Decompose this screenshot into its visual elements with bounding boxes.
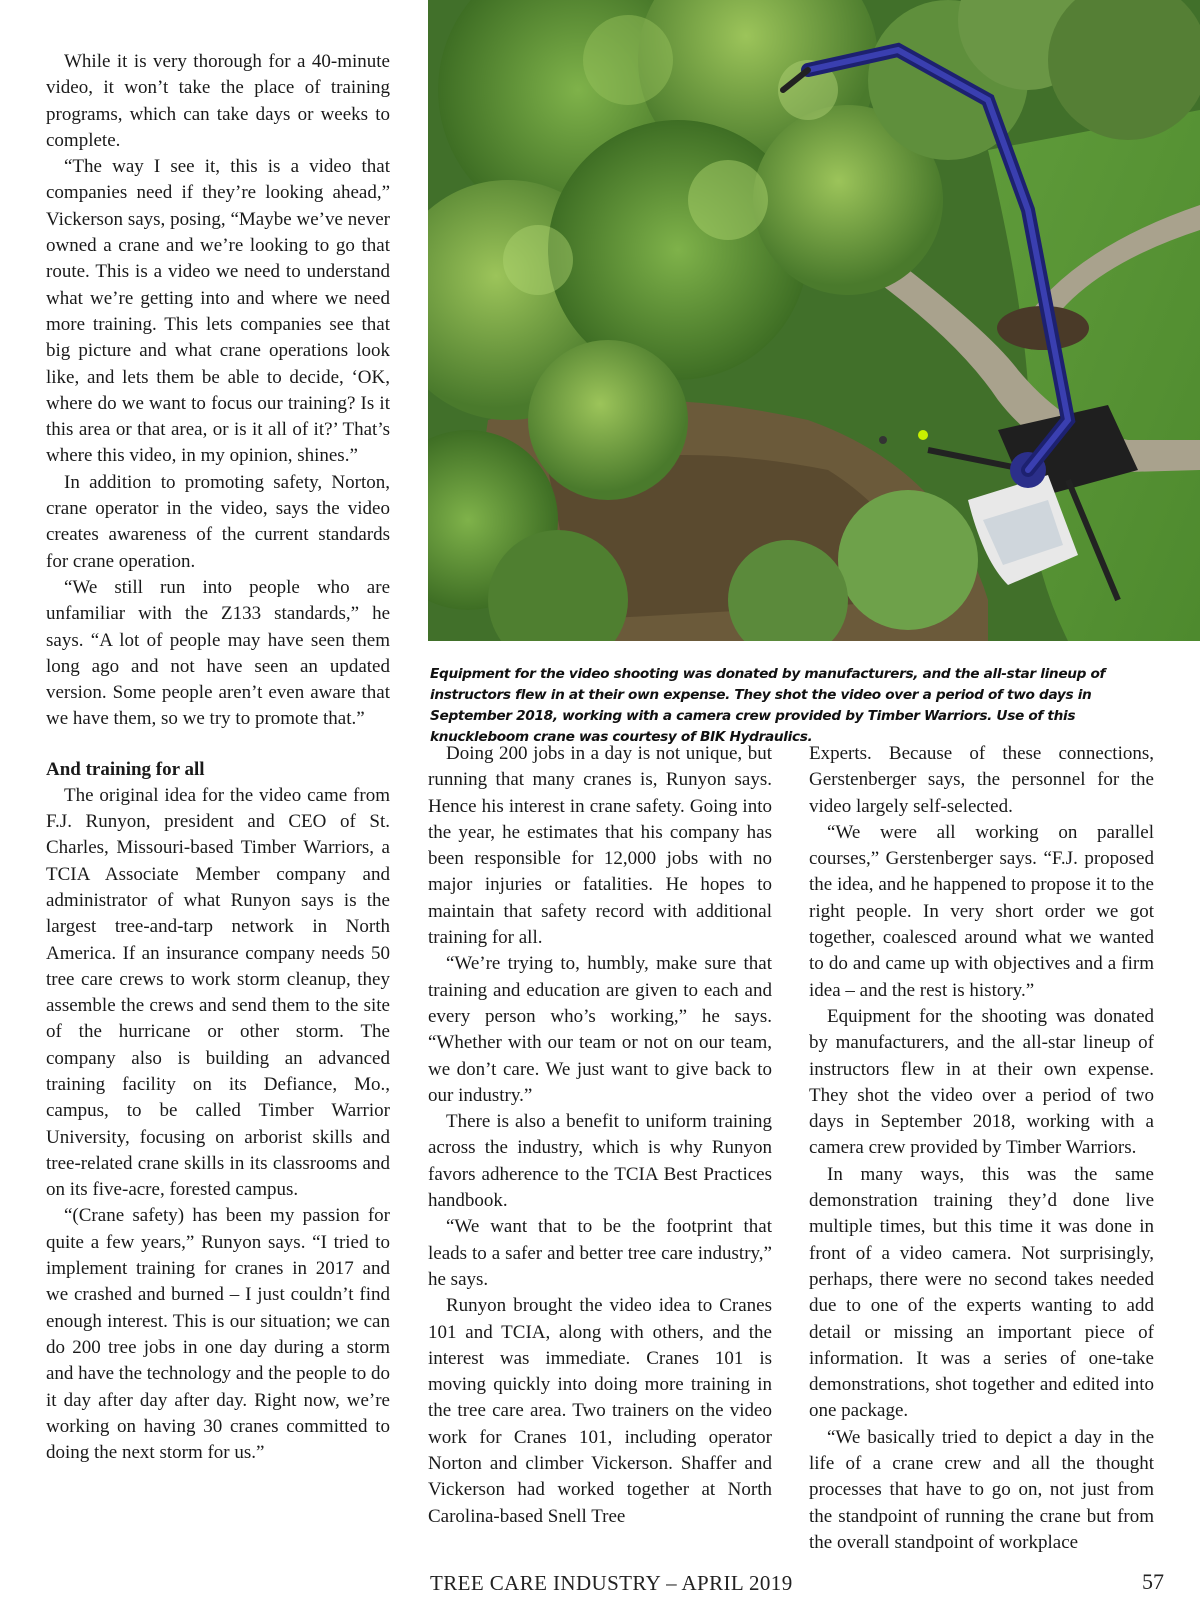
paragraph: “We’re trying to, humbly, make sure that training and education are given to each and every person who’s working,” he says. “Whether with our team or not on our team, we don’t care. We just want to give back to our industry.” [428, 953, 772, 1106]
article-column-right [809, 741, 1154, 1556]
aerial-crane-photo [428, 0, 1200, 641]
page-number: 57 [1142, 1569, 1164, 1594]
paragraph: “(Crane safety) has been my passion for quite a few years,” Runyon says. “I tried to implement training for cranes in 2017 and we crashed and burned – I just couldn’t find enough interest. This is our situation; we can do 200 tree jobs in one day during a storm and have the technology and the people to do it day after day after day. Right now, we’re working on having 30 cranes committed to doing the next storm for us.” [46, 1205, 391, 1464]
section-heading: And training for all [46, 758, 205, 780]
paragraph: “We basically tried to depict a day in the life of a crane crew and all the thought processes that have to go on, not just from the standpoint of running the crane but from the overall standpoint of workplace [809, 1426, 1154, 1553]
article-column-middle [428, 741, 772, 1530]
paragraph: In addition to promoting safety, Norton, crane operator in the video, says the video creates awareness of the current standards for crane operation. [46, 471, 390, 572]
paragraph: “We want that to be the footprint that leads to a safer and better tree care industry,” he says. [428, 1216, 772, 1290]
page-footer [0, 1571, 1200, 1601]
paragraph: “We were all working on parallel courses,” Gerstenberger says. “F.J. proposed the idea, and he happened to propose it to the right people. In very short order we got together, coalesced around what we wanted to do and came up with objectives and a firm idea – and the rest is history.” [809, 821, 1154, 1001]
paragraph: Equipment for the shooting was donated by manufacturers, and the all-star lineup of instructors flew in at their own expense. They shot the video over a period of two days in September 2018, working with a camera crew provided by Timber Warriors. [809, 1005, 1154, 1159]
crane-photo-illustration [428, 0, 1200, 641]
paragraph: The original idea for the video came from F.J. Runyon, president and CEO of St. Charles, Missouri-based Timber Warriors, a TCIA Associate Member company and administrator of what Runyon says is the largest tree-and-tarp network in North America. If an insurance company needs 50 tree care crews to work storm cleanup, they assemble the crews and send them to the site of the hurricane or other storm. The company also is building an advanced training facility on its Defiance, Mo., campus, to be called Timber Warrior University, focusing on arborist skills and tree-related crane skills in its classrooms and on its five-acre, forested campus. [46, 784, 390, 1201]
paragraph: There is also a benefit to uniform training across the industry, which is why Runyon favors adherence to the TCIA Best Practices handbook. [428, 1111, 772, 1212]
photo-caption: Equipment for the video shooting was donated by manufacturers, and the all-star lineup of instructors flew in at their own expense. They shot the video over a period of two days in September 2018, working with a camera crew provided by Timber Warriors. Use of this knuckleboom crane was courtesy of BIK Hydraulics. [430, 666, 1106, 745]
paragraph: While it is very thorough for a 40-minute video, it won’t take the place of training programs, which can take days or weeks to complete. [46, 51, 390, 151]
paragraph: In many ways, this was the same demonstration training they’d done live multiple times, but this time it was done in front of a video camera. Not surprisingly, perhaps, there were no second takes needed due to one of the experts wanting to add detail or missing an important piece of information. It was a series of one-take demonstrations, shot together and edited into one package. [809, 1163, 1154, 1422]
paragraph: Doing 200 jobs in a day is not unique, but running that many cranes is, Runyon says. Hence his interest in crane safety. Going into the year, he estimates that his company has been responsible for 12,000 jobs with no major injuries or fatalities. He hopes to maintain that safety record with additional training for all. [428, 743, 772, 949]
publication-title: TREE CARE INDUSTRY – APRIL 2019 [430, 1571, 793, 1595]
paragraph: “We still run into people who are unfamiliar with the Z133 standards,” he says. “A lot of people may have seen them long ago and not have seen an updated version. Some people aren’t even aware that we have them, so we try to promote that.” [46, 576, 390, 730]
paragraph: Experts. Because of these connections, Gerstenberger says, the personnel for the video largely self-selected. [809, 743, 1154, 817]
paragraph: Runyon brought the video idea to Cranes 101 and TCIA, along with others, and the interest was immediate. Cranes 101 is moving quickly into doing more training in the tree care area. Two trainers on the video work for Cranes 101, including operator Norton and climber Vickerson. Shaffer and Vickerson had worked together at North Carolina-based Snell Tree [428, 1295, 772, 1527]
paragraph: “The way I see it, this is a video that companies need if they’re looking ahead,” Vickerson says, posing, “Maybe we’ve never owned a crane and we’re looking to go that route. This is a video we need to understand what we’re getting into and where we need more training. This lets companies see that big picture and what crane operations look like, and lets them be able to decide, ‘OK, where do we want to focus our training? Is it this area or that area, or is it all of it?’ That’s where this video, in my opinion, shines.” [46, 156, 390, 467]
article-column-left [46, 49, 390, 1466]
